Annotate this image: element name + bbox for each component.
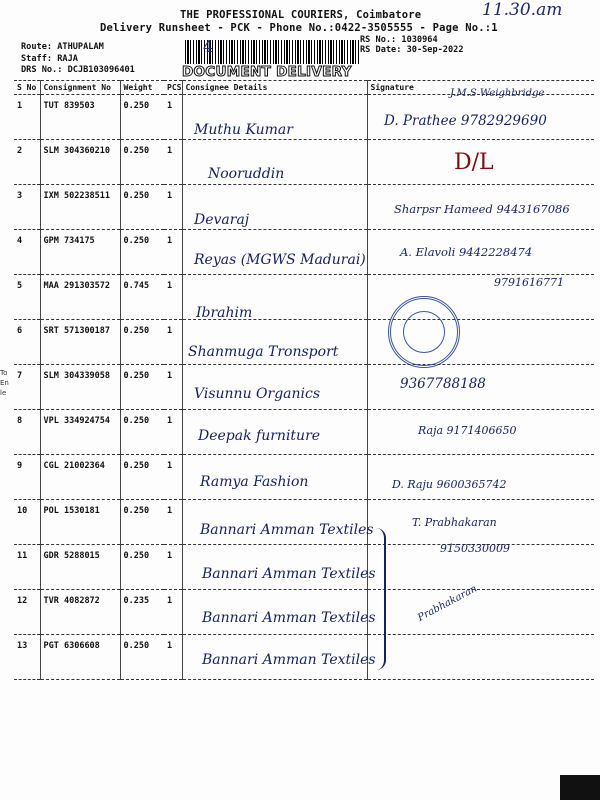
hw-signature-12: Prabhakaran — [416, 583, 479, 624]
sno-cell: 6 — [14, 320, 40, 365]
pcs-cell: 1 — [164, 635, 182, 680]
pcs-cell: 1 — [164, 185, 182, 230]
weight-cell: 0.250 — [120, 320, 164, 365]
hw-signature-5: A. Elavoli 9442228474 — [400, 245, 533, 259]
hw-consignee-3: Devaraj — [194, 212, 250, 228]
sno-cell: 10 — [14, 500, 40, 545]
consignment-cell: GDR 5288015 — [40, 545, 120, 590]
sno-cell: 7 — [14, 365, 40, 410]
company-title: THE PROFESSIONAL COURIERS, Coimbatore — [180, 9, 422, 21]
pcs-cell: 1 — [164, 230, 182, 275]
sno-cell: 2 — [14, 140, 40, 185]
consignment-cell: POL 1530181 — [40, 500, 120, 545]
weight-cell: 0.250 — [120, 95, 164, 140]
hw-consignee-11: Bannari Amman Textiles — [202, 566, 376, 582]
hw-consignee-5: Ibrahim — [196, 305, 253, 321]
weight-cell: 0.250 — [120, 185, 164, 230]
sno-cell: 8 — [14, 410, 40, 455]
hw-signature-6: 9791616771 — [494, 276, 564, 289]
pcs-cell: 1 — [164, 590, 182, 635]
hw-consignee-12: Bannari Amman Textiles — [202, 610, 376, 626]
pcs-cell: 1 — [164, 140, 182, 185]
pcs-cell: 1 — [164, 320, 182, 365]
weight-cell: 0.250 — [120, 635, 164, 680]
stamp-inner-ring — [403, 311, 445, 353]
document-delivery-stamp: DOCUMENT DELIVERY — [182, 64, 352, 80]
runsheet-table — [14, 80, 594, 680]
consignment-cell: MAA 291303572 — [40, 275, 120, 320]
rs-info: RS No.: 1030964 RS Date: 30-Sep-2022 — [360, 35, 464, 55]
hw-consignee-6: Shanmuga Tronsport — [188, 344, 339, 360]
weight-cell: 0.250 — [120, 410, 164, 455]
col-header-pcs: PCS — [164, 81, 182, 95]
runsheet-subtitle: Delivery Runsheet - PCK - Phone No.:0422-3505555 - Page No.:1 — [100, 22, 498, 34]
weight-cell: 0.250 — [120, 230, 164, 275]
sno-cell: 11 — [14, 545, 40, 590]
staff-value: RAJA — [57, 53, 78, 64]
col-header-consignment: Consignment No — [40, 81, 120, 95]
table-row — [14, 140, 594, 185]
pcs-cell: 1 — [164, 275, 182, 320]
drs-value: DCJB103096401 — [67, 65, 135, 75]
consignment-cell: TUT 839503 — [40, 95, 120, 140]
pcs-cell: 1 — [164, 545, 182, 590]
grouping-bracket — [372, 528, 386, 670]
hw-signature-11: 9150330009 — [440, 542, 510, 555]
hw-consignee-4: Reyas (MGWS Madurai) — [194, 252, 366, 268]
sno-cell: 13 — [14, 635, 40, 680]
consignment-cell: PGT 6306608 — [40, 635, 120, 680]
hw-consignee-13: Bannari Amman Textiles — [202, 652, 376, 668]
weight-cell: 0.250 — [120, 140, 164, 185]
pcs-cell: 1 — [164, 455, 182, 500]
side-scrap-text: To En le — [0, 369, 9, 397]
route-info: Route: ATHUPALAM Staff: RAJA DRS No.: DCJB103096401 — [21, 42, 135, 75]
weight-cell: 0.250 — [120, 500, 164, 545]
hw-consignee-7: Visunnu Organics — [194, 386, 321, 402]
consignment-cell: VPL 334924754 — [40, 410, 120, 455]
sno-cell: 4 — [14, 230, 40, 275]
signature-cell — [367, 590, 594, 635]
sno-cell: 12 — [14, 590, 40, 635]
signature-cell — [367, 635, 594, 680]
weight-cell: 0.745 — [120, 275, 164, 320]
hw-consignee-8: Deepak furniture — [198, 428, 321, 444]
consignment-cell: GPM 734175 — [40, 230, 120, 275]
hw-signature-9: D. Raju 9600365742 — [392, 478, 507, 491]
sno-cell: 1 — [14, 95, 40, 140]
consignment-cell: IXM 502238511 — [40, 185, 120, 230]
signature-cell — [367, 455, 594, 500]
consignment-cell: TVR 4082872 — [40, 590, 120, 635]
col-header-weight: Weight — [120, 81, 164, 95]
handwritten-time: 11.30.am — [482, 0, 563, 20]
pcs-cell: 1 — [164, 365, 182, 410]
hw-signature-4: Sharpsr Hameed 9443167086 — [394, 202, 570, 216]
col-header-consignee: Consignee Details — [182, 81, 367, 95]
sno-cell: 9 — [14, 455, 40, 500]
col-header-signature: Signature — [367, 81, 594, 95]
hw-signature-1: J.M.S Weighbridge — [450, 88, 545, 99]
consignment-cell: CGL 21002364 — [40, 455, 120, 500]
weight-cell: 0.250 — [120, 545, 164, 590]
weight-cell: 0.250 — [120, 365, 164, 410]
weight-cell: 0.250 — [120, 455, 164, 500]
consignment-cell: SRT 571300187 — [40, 320, 120, 365]
hw-signature-8: Raja 9171406650 — [418, 424, 517, 437]
consignment-cell: SLM 304360210 — [40, 140, 120, 185]
hw-signature-7: 9367788188 — [400, 376, 486, 392]
sno-cell: 5 — [14, 275, 40, 320]
rs-no-value: 1030964 — [401, 35, 438, 45]
company-rubber-stamp — [388, 296, 460, 368]
pcs-cell: 1 — [164, 410, 182, 455]
sno-cell: 3 — [14, 185, 40, 230]
consignment-cell: SLM 304339058 — [40, 365, 120, 410]
route-value: ATHUPALAM — [57, 42, 104, 52]
pcs-cell: 1 — [164, 95, 182, 140]
hw-consignee-1: Muthu Kumar — [194, 122, 293, 138]
hw-signature-3: D/L — [454, 150, 494, 175]
hw-consignee-2: Nooruddin — [208, 166, 285, 182]
col-header-sno: S No — [14, 81, 40, 95]
weight-cell: 0.235 — [120, 590, 164, 635]
pcs-cell: 1 — [164, 500, 182, 545]
hw-signature-10: T. Prabhakaran — [412, 516, 497, 529]
hw-consignee-10: Bannari Amman Textiles — [200, 522, 374, 538]
hw-consignee-9: Ramya Fashion — [200, 474, 309, 490]
handwritten-count: 4 — [203, 37, 214, 56]
scan-edge-shadow — [560, 775, 600, 800]
rs-date-value: 30-Sep-2022 — [406, 44, 464, 55]
hw-signature-2: D. Prathee 9782929690 — [384, 113, 547, 129]
